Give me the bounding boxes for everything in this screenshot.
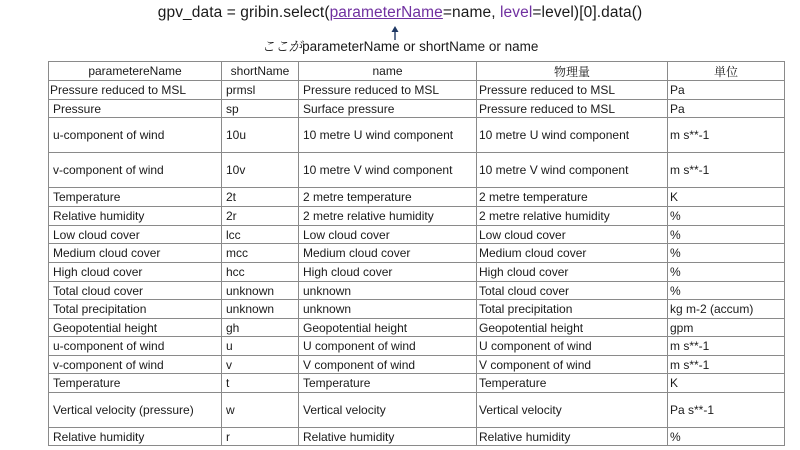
header-parametere-name: parametereName xyxy=(49,62,222,81)
cell-physical-quantity: Total precipitation xyxy=(477,300,668,319)
cell-parametere-name: Pressure xyxy=(49,100,222,118)
cell-name: Pressure reduced to MSL xyxy=(299,81,477,100)
cell-name: High cloud cover xyxy=(299,263,477,282)
cell-parametere-name: Low cloud cover xyxy=(49,226,222,244)
cell-physical-quantity: Pressure reduced to MSL xyxy=(477,100,668,118)
cell-name: Relative humidity xyxy=(299,428,477,446)
table-row xyxy=(49,81,785,100)
cell-unit: Pa xyxy=(668,81,785,100)
table-row xyxy=(49,226,785,244)
cell-name: 10 metre U wind component xyxy=(299,118,477,153)
table-row xyxy=(49,428,785,446)
cell-physical-quantity: High cloud cover xyxy=(477,263,668,282)
cell-physical-quantity: Relative humidity xyxy=(477,428,668,446)
cell-short-name: lcc xyxy=(222,226,299,244)
cell-name: Medium cloud cover xyxy=(299,244,477,263)
table-row xyxy=(49,244,785,263)
code-prefix: gpv_data = gribin.select( xyxy=(157,4,330,21)
table-row xyxy=(49,300,785,319)
cell-unit: kg m-2 (accum) xyxy=(668,300,785,319)
cell-physical-quantity: Low cloud cover xyxy=(477,226,668,244)
cell-name: Geopotential height xyxy=(299,319,477,337)
table-row xyxy=(49,100,785,118)
cell-unit: % xyxy=(668,263,785,282)
cell-name: 2 metre relative humidity xyxy=(299,207,477,226)
cell-name: 2 metre temperature xyxy=(299,188,477,207)
cell-physical-quantity: Medium cloud cover xyxy=(477,244,668,263)
cell-parametere-name: v-component of wind xyxy=(49,356,222,374)
code-level-keyword: level xyxy=(500,4,533,21)
cell-short-name: v xyxy=(222,356,299,374)
header-unit: 単位 xyxy=(668,62,785,81)
cell-name: U component of wind xyxy=(299,337,477,356)
cell-parametere-name: Pressure reduced to MSL xyxy=(49,81,222,100)
note-jp: ここが xyxy=(261,39,303,54)
cell-name: unknown xyxy=(299,282,477,300)
code-suffix: =level)[0].data() xyxy=(532,4,643,21)
cell-short-name: gh xyxy=(222,319,299,337)
table-row xyxy=(49,188,785,207)
cell-unit: % xyxy=(668,207,785,226)
cell-unit: m s**-1 xyxy=(668,153,785,188)
cell-short-name: t xyxy=(222,374,299,393)
table-row xyxy=(49,393,785,428)
table-row xyxy=(49,263,785,282)
cell-parametere-name: Geopotential height xyxy=(49,319,222,337)
cell-parametere-name: v-component of wind xyxy=(49,153,222,188)
cell-name: V component of wind xyxy=(299,356,477,374)
cell-name: Surface pressure xyxy=(299,100,477,118)
cell-parametere-name: Medium cloud cover xyxy=(49,244,222,263)
cell-name: unknown xyxy=(299,300,477,319)
cell-parametere-name: Total cloud cover xyxy=(49,282,222,300)
cell-parametere-name: u-component of wind xyxy=(49,337,222,356)
table-row xyxy=(49,356,785,374)
cell-physical-quantity: 10 metre U wind component xyxy=(477,118,668,153)
cell-physical-quantity: U component of wind xyxy=(477,337,668,356)
code-mid: =name, xyxy=(442,4,501,21)
cell-short-name: 10u xyxy=(222,118,299,153)
table-row xyxy=(49,153,785,188)
cell-physical-quantity: 10 metre V wind component xyxy=(477,153,668,188)
header-name: name xyxy=(299,62,477,81)
cell-unit: m s**-1 xyxy=(668,356,785,374)
annotation-note xyxy=(0,35,800,55)
cell-unit: Pa s**-1 xyxy=(668,393,785,428)
cell-physical-quantity: Total cloud cover xyxy=(477,282,668,300)
header-short-name: shortName xyxy=(222,62,299,81)
cell-name: Vertical velocity xyxy=(299,393,477,428)
table-row xyxy=(49,282,785,300)
table-row xyxy=(49,374,785,393)
cell-short-name: 10v xyxy=(222,153,299,188)
cell-short-name: r xyxy=(222,428,299,446)
cell-physical-quantity: V component of wind xyxy=(477,356,668,374)
cell-short-name: 2t xyxy=(222,188,299,207)
cell-short-name: 2r xyxy=(222,207,299,226)
cell-short-name: unknown xyxy=(222,300,299,319)
code-snippet xyxy=(0,4,800,22)
cell-unit: Pa xyxy=(668,100,785,118)
cell-physical-quantity: Pressure reduced to MSL xyxy=(477,81,668,100)
cell-unit: % xyxy=(668,244,785,263)
code-parameter-name-keyword: parameterName xyxy=(329,4,443,21)
cell-name: Temperature xyxy=(299,374,477,393)
cell-unit: % xyxy=(668,226,785,244)
cell-short-name: hcc xyxy=(222,263,299,282)
cell-unit: m s**-1 xyxy=(668,118,785,153)
cell-short-name: w xyxy=(222,393,299,428)
header-physical-quantity: 物理量 xyxy=(477,62,668,81)
cell-physical-quantity: Geopotential height xyxy=(477,319,668,337)
cell-unit: % xyxy=(668,428,785,446)
cell-name: Low cloud cover xyxy=(299,226,477,244)
cell-short-name: mcc xyxy=(222,244,299,263)
cell-unit: K xyxy=(668,374,785,393)
cell-unit: gpm xyxy=(668,319,785,337)
cell-short-name: prmsl xyxy=(222,81,299,100)
cell-parametere-name: u-component of wind xyxy=(49,118,222,153)
cell-physical-quantity: 2 metre temperature xyxy=(477,188,668,207)
cell-parametere-name: Relative humidity xyxy=(49,207,222,226)
cell-physical-quantity: Temperature xyxy=(477,374,668,393)
cell-unit: K xyxy=(668,188,785,207)
cell-parametere-name: Temperature xyxy=(49,374,222,393)
cell-physical-quantity: Vertical velocity xyxy=(477,393,668,428)
cell-parametere-name: High cloud cover xyxy=(49,263,222,282)
cell-parametere-name: Relative humidity xyxy=(49,428,222,446)
cell-short-name: sp xyxy=(222,100,299,118)
cell-parametere-name: Vertical velocity (pressure) xyxy=(49,393,222,428)
table-row xyxy=(49,118,785,153)
cell-parametere-name: Total precipitation xyxy=(49,300,222,319)
cell-name: 10 metre V wind component xyxy=(299,153,477,188)
table-row xyxy=(49,337,785,356)
cell-parametere-name: Temperature xyxy=(49,188,222,207)
note-text: parameterName or shortName or name xyxy=(302,39,539,54)
cell-short-name: u xyxy=(222,337,299,356)
parameter-table xyxy=(48,61,785,446)
cell-unit: m s**-1 xyxy=(668,337,785,356)
table-row xyxy=(49,319,785,337)
table-row xyxy=(49,207,785,226)
table-header-row xyxy=(49,62,785,81)
cell-physical-quantity: 2 metre relative humidity xyxy=(477,207,668,226)
cell-short-name: unknown xyxy=(222,282,299,300)
cell-unit: % xyxy=(668,282,785,300)
